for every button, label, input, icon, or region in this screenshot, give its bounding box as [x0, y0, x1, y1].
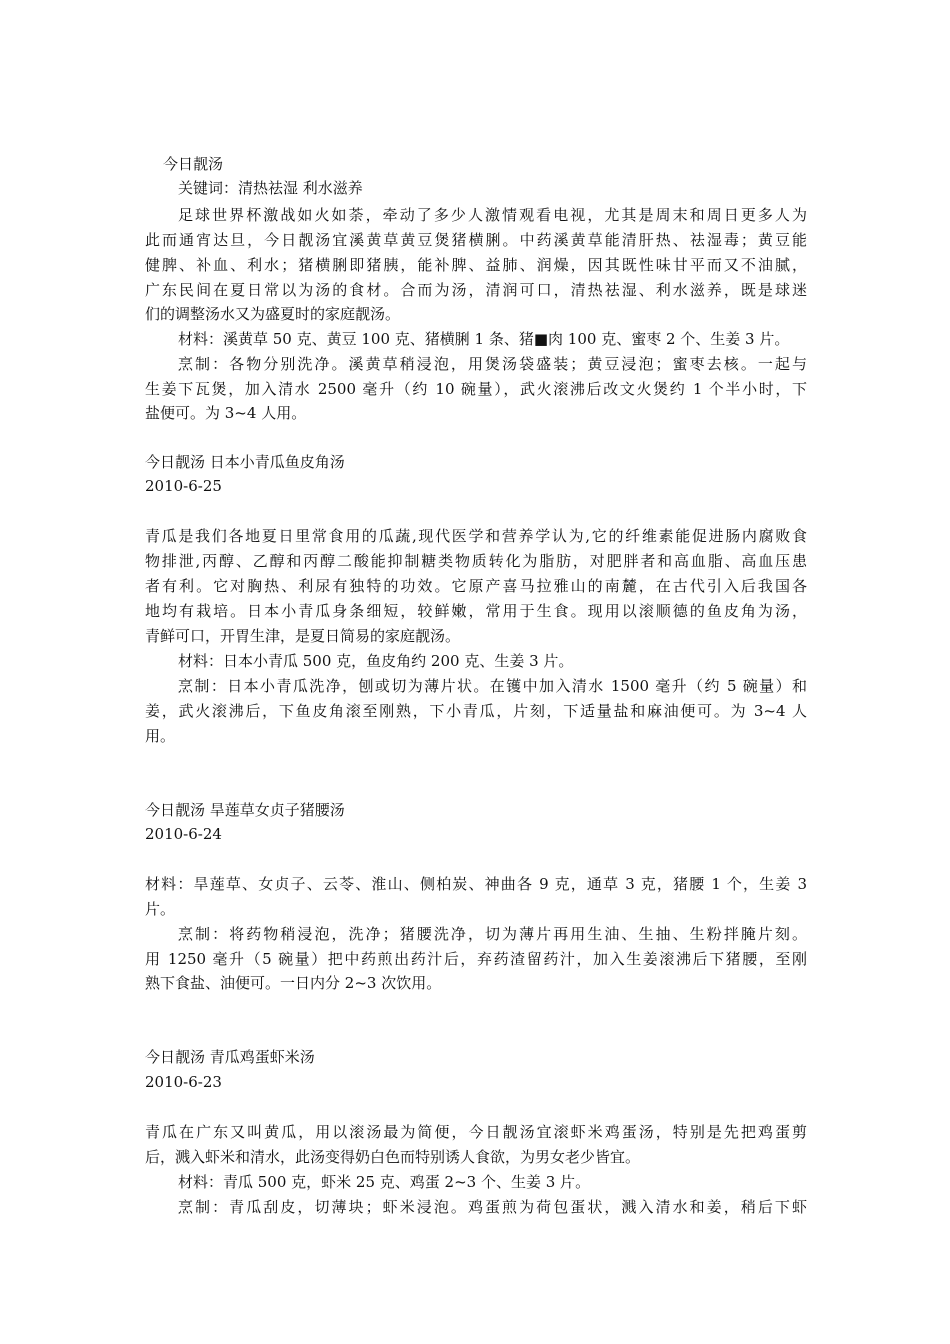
section-date: 2010-6-25 [145, 477, 222, 495]
paragraph-line: 此而通宵达旦，今日靓汤宜溪黄草黄豆煲猪横脷。中药溪黄草能清肝热、祛湿毒；黄豆能 [145, 231, 807, 249]
section-title: 今日靓汤 [163, 155, 224, 173]
method-line: 用 1250 毫升（5 碗量）把中药煎出药汁后，弃药渣留药汁，加入生姜滚沸后下猪腰，至刚 [145, 950, 807, 968]
method-line: 烹制：各物分别洗净。溪黄草稍浸泡，用煲汤袋盛装；黄豆浸泡；蜜枣去核。一起与 [178, 355, 807, 373]
materials-line: 材料：旱莲草、女贞子、云苓、淮山、侧柏炭、神曲各 9 克，通草 3 克，猪腰 1 个，生姜 3 [145, 875, 807, 893]
method-line: 盐便可。为 3~4 人用。 [145, 404, 307, 422]
keywords-line: 关键词：清热祛湿 利水滋养 [178, 179, 363, 197]
method-line: 烹制：青瓜刮皮，切薄块；虾米浸泡。鸡蛋煎为荷包蛋状，溅入清水和姜，稍后下虾 [178, 1198, 807, 1216]
paragraph-line: 健脾、补血、利水；猪横脷即猪胰，能补脾、益肺、润燥，因其既性味甘平而又不油腻， [145, 256, 807, 274]
paragraph-line: 们的调整汤水又为盛夏时的家庭靓汤。 [145, 305, 401, 323]
paragraph-line: 地均有栽培。日本小青瓜身条细短，较鲜嫩，常用于生食。现用以滚顺德的鱼皮角为汤， [145, 602, 807, 620]
method-line: 烹制：将药物稍浸泡，洗净；猪腰洗净，切为薄片再用生油、生抽、生粉拌腌片刻。 [178, 925, 807, 943]
materials-line: 片。 [145, 900, 176, 918]
paragraph-line: 青瓜是我们各地夏日里常食用的瓜蔬,现代医学和营养学认为,它的纤维素能促进肠内腐败食 [145, 527, 807, 545]
paragraph-line: 足球世界杯激战如火如荼，牵动了多少人激情观看电视，尤其是周末和周日更多人为 [178, 206, 807, 224]
paragraph-line: 者有利。它对胸热、利尿有独特的功效。它原产喜马拉雅山的南麓，在古代引入后我国各 [145, 577, 807, 595]
paragraph-line: 物排泄,丙醇、乙醇和丙醇二酸能抑制糖类物质转化为脂肪，对肥胖者和高血脂、高血压患 [145, 552, 807, 570]
paragraph-line: 青鲜可口，开胃生津，是夏日简易的家庭靓汤。 [145, 627, 461, 645]
method-line: 熟下食盐、油便可。一日内分 2~3 次饮用。 [145, 974, 442, 992]
materials-line: 材料：溪黄草 50 克、黄豆 100 克、猪横脷 1 条、猪■肉 100 克、蜜枣 2 个、生姜 3 片。 [178, 330, 790, 348]
materials-line: 材料：日本小青瓜 500 克，鱼皮角约 200 克、生姜 3 片。 [178, 652, 574, 670]
method-line: 用。 [145, 727, 176, 745]
paragraph-line: 青瓜在广东又叫黄瓜，用以滚汤最为简便，今日靓汤宜滚虾米鸡蛋汤，特别是先把鸡蛋剪 [145, 1123, 807, 1141]
section-date: 2010-6-23 [145, 1073, 222, 1091]
section-title: 今日靓汤 青瓜鸡蛋虾米汤 [145, 1048, 315, 1066]
section-date: 2010-6-24 [145, 825, 222, 843]
paragraph-line: 后，溅入虾米和清水，此汤变得奶白色而特别诱人食欲，为男女老少皆宜。 [145, 1148, 641, 1166]
section-title: 今日靓汤 旱莲草女贞子猪腰汤 [145, 801, 345, 819]
method-line: 姜，武火滚沸后，下鱼皮角滚至刚熟，下小青瓜，片刻，下适量盐和麻油便可。为 3~4 人 [145, 702, 807, 720]
method-line: 生姜下瓦煲，加入清水 2500 毫升（约 10 碗量），武火滚沸后改文火煲约 1 个半小时，下 [145, 380, 807, 398]
section-title: 今日靓汤 日本小青瓜鱼皮角汤 [145, 453, 345, 471]
materials-line: 材料：青瓜 500 克，虾米 25 克、鸡蛋 2~3 个、生姜 3 片。 [178, 1173, 591, 1191]
paragraph-line: 广东民间在夏日常以为汤的食材。合而为汤，清润可口，清热祛湿、利水滋养，既是球迷 [145, 281, 807, 299]
method-line: 烹制：日本小青瓜洗净，刨或切为薄片状。在镬中加入清水 1500 毫升（约 5 碗量）和 [178, 677, 807, 695]
